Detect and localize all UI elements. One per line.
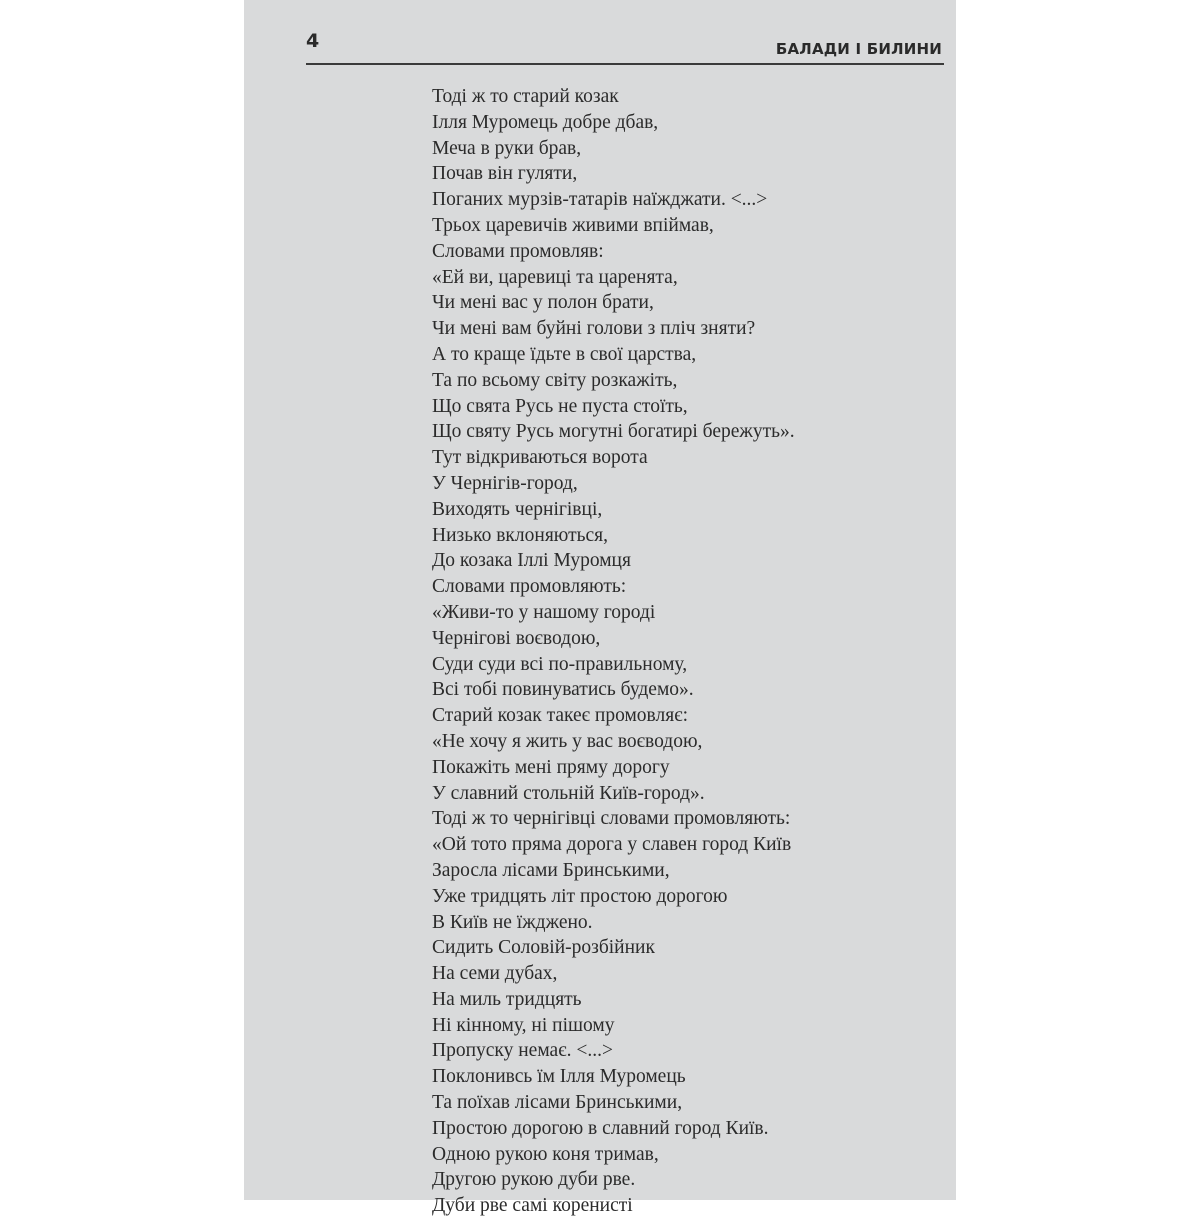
poem-line: Та поїхав лісами Бринськими,: [432, 1092, 683, 1114]
poem-line: Тоді ж то старий козак: [432, 86, 619, 107]
header-rule: [306, 63, 944, 65]
poem-line: Всі тобі повинуватись будемо».: [432, 679, 694, 701]
poem-line: Чи мені вам буйні голови з пліч зняти?: [432, 318, 756, 340]
poem-line: Старий козак такеє промовляє:: [432, 705, 688, 727]
poem-line: Виходять чернігівці,: [432, 498, 603, 520]
book-page: [244, 0, 956, 1217]
poem-line: Трьох царевичів живими впіймав,: [432, 214, 714, 236]
poem-line: У славний стольній Київ-город».: [432, 782, 705, 804]
poem-line: Словами промовляв:: [432, 240, 604, 262]
poem-line: «Ей ви, царевиці та царенята,: [432, 266, 678, 288]
poem-line: Меча в руки брав,: [432, 137, 582, 159]
poem-line: Покажіть мені пряму дорогу: [432, 756, 670, 778]
poem-line: Низько вклоняються,: [432, 524, 609, 546]
poem-line: У Чернігів-город,: [432, 472, 578, 494]
poem-line: На миль тридцять: [432, 988, 582, 1010]
poem-text: [432, 84, 795, 1219]
poem-line: Поганих мурзів-татарів наїжджати. <...>: [432, 189, 768, 211]
poem-line: Дуби рве самі коренисті: [432, 1195, 633, 1217]
poem-line: До козака Іллі Муромця: [432, 550, 631, 572]
page-number: 4: [306, 30, 320, 52]
poem-line: Простою дорогою в славний город Київ.: [432, 1117, 769, 1139]
poem-line: Що свята Русь не пуста стоїть,: [432, 395, 688, 417]
poem-line: Почав він гуляти,: [432, 163, 578, 185]
poem-line: «Ой тото пряма дорога у славен город Київ: [432, 834, 792, 856]
poem-line: На семи дубах,: [432, 963, 558, 985]
poem-line: Чи мені вас у полон брати,: [432, 292, 654, 314]
poem-line: Ні кінному, ні пішому: [432, 1014, 615, 1036]
poem-line: Тут відкриваються ворота: [432, 447, 648, 469]
poem-line: «Не хочу я жить у вас воєводою,: [432, 730, 703, 752]
poem-line: Чернігові воєводою,: [432, 627, 601, 649]
running-head: БАЛАДИ І БИЛИНИ: [775, 40, 942, 58]
poem-line: «Живи-то у нашому городі: [432, 601, 656, 623]
poem-line: Сидить Соловій-розбійник: [432, 937, 655, 959]
poem-line: Ілля Муромець добре дбав,: [432, 111, 659, 133]
poem-line: Уже тридцять літ простою дорогою: [432, 885, 728, 907]
poem-line: Тоді ж то чернігівці словами промовляють:: [432, 808, 791, 830]
poem-line: Що святу Русь могутні богатирі бережуть».: [432, 421, 795, 443]
poem-line: Пропуску немає. <...>: [432, 1040, 613, 1062]
poem-line: Другою рукою дуби рве.: [432, 1169, 636, 1191]
poem-line: Заросла лісами Бринськими,: [432, 859, 670, 881]
poem-line: А то краще їдьте в свої царства,: [432, 343, 697, 365]
poem-line: Одною рукою коня тримав,: [432, 1143, 659, 1165]
poem-line: Поклонивсь їм Ілля Муромець: [432, 1066, 686, 1088]
poem-line: Суди суди всі по-правильному,: [432, 653, 688, 675]
poem-line: В Київ не їжджено.: [432, 911, 593, 933]
poem-line: Словами промовляють:: [432, 576, 627, 598]
poem-line: Та по всьому світу розкажіть,: [432, 369, 678, 391]
